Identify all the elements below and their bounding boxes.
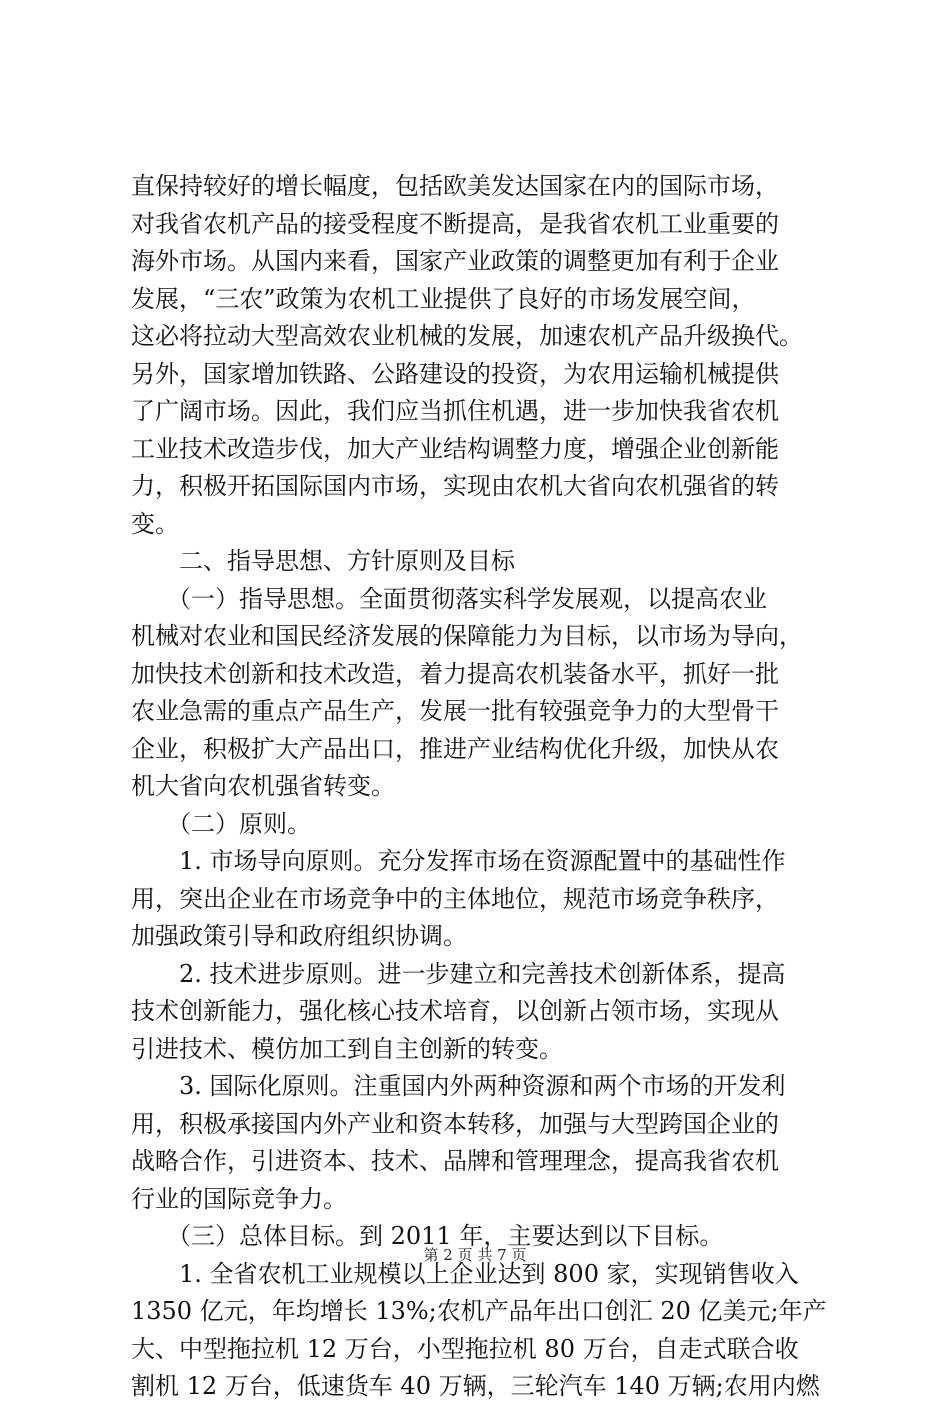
text-line: 引进技术、模仿加工到自主创新的转变。 [131,1034,563,1063]
text-line: 机大省向农机强省转变。 [131,772,395,800]
text-line: 发展，“三农”政策为农机工业提供了良好的市场发展空间， [131,284,756,313]
text-line: 海外市场。从国内来看，国家产业政策的调整更加有利于企业 [131,247,779,275]
text-line: 1350 亿元，年均增长 13%;农机产品年出口创汇 20 亿美元;年产 [131,1297,827,1325]
text-line: （一）指导思想。全面贯彻落实科学发展观，以提高农业 [131,584,767,613]
text-line: 变。 [131,509,179,538]
text-line: 技术创新能力，强化核心技术培育，以创新占领市场，实现从 [131,997,779,1025]
text-line: 农业急需的重点产品生产，发展一批有较强竞争力的大型骨干 [131,697,779,725]
text-line: 加快技术创新和技术改造，着力提高农机装备水平，抓好一批 [131,659,779,688]
text-line: 机械对农业和国民经济发展的保障能力为目标，以市场为导向， [131,622,803,650]
page-footer: 第 2 页 共 7 页 [423,1246,527,1264]
text-line: 用，突出企业在市场竞争中的主体地位，规范市场竞争秩序， [131,884,779,913]
text-line: 另外，国家增加铁路、公路建设的投资，为农用运输机械提供 [131,359,779,388]
text-line: 用，积极承接国内外产业和资本转移，加强与大型跨国企业的 [131,1109,779,1138]
text-line: 行业的国际竞争力。 [131,1184,347,1213]
text-line: 力，积极开拓国际国内市场，实现由农机大省向农机强省的转 [131,472,779,500]
text-line: 对我省农机产品的接受程度不断提高，是我省农机工业重要的 [131,209,779,238]
text-line: （三）总体目标。到 2011 年，主要达到以下目标。 [131,1222,724,1250]
text-line: 直保持较好的增长幅度，包括欧美发达国家在内的国际市场， [131,172,779,200]
text-line: 这必将拉动大型高效农业机械的发展，加速农机产品升级换代。 [131,322,803,350]
text-line: 企业，积极扩大产品出口，推进产业结构优化升级，加快从农 [131,734,779,763]
text-line: 1. 市场导向原则。充分发挥市场在资源配置中的基础性作 [131,847,786,875]
text-line: 二、指导思想、方针原则及目标 [131,547,515,575]
text-line: 割机 12 万台，低速货车 40 万辆，三轮汽车 140 万辆;农用内燃 [131,1372,820,1400]
text-line: 战略合作，引进资本、技术、品牌和管理理念，提高我省农机 [131,1147,779,1175]
text-line: （二）原则。 [131,809,311,838]
text-line: 工业技术改造步伐，加大产业结构调整力度，增强企业创新能 [131,434,779,463]
text-line: 2. 技术进步原则。进一步建立和完善技术创新体系，提高 [131,959,786,988]
text-line: 3. 国际化原则。注重国内外两种资源和两个市场的开发利 [131,1072,786,1100]
text-line: 大、中型拖拉机 12 万台，小型拖拉机 80 万台，自走式联合收 [131,1334,799,1363]
text-line: 加强政策引导和政府组织协调。 [131,922,467,950]
document-body [131,168,851,1406]
text-line: 了广阔市场。因此，我们应当抓住机遇，进一步加快我省农机 [131,397,779,425]
text-line: 1. 全省农机工业规模以上企业达到 800 家，实现销售收入 [131,1259,799,1288]
